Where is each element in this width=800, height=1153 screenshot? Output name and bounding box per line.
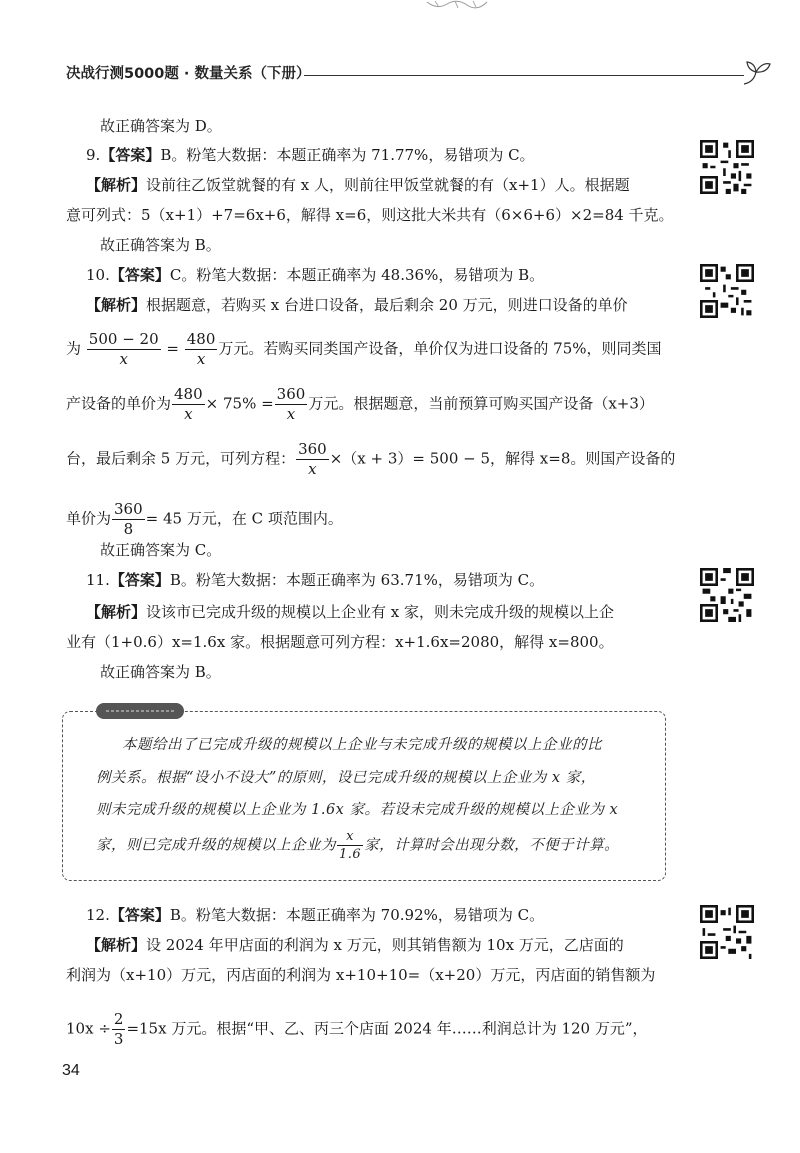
- text: 10x ÷: [66, 1019, 111, 1038]
- header-rule: [304, 75, 744, 76]
- header-title: 决战行测5000题 · 数量关系（下册）: [66, 66, 311, 82]
- q12-answer-text: B。粉笔大数据：本题正确率为 70.92%，易错项为 C。: [169, 906, 545, 924]
- q10-analysis-1: [86, 295, 628, 315]
- q10-conclusion: 故正确答案为 C。: [100, 541, 222, 559]
- q9-analysis-text: 设前往乙饭堂就餐的有 x 人，则前往甲饭堂就餐的有（x+1）人。根据题: [146, 176, 630, 194]
- q11-answer: [86, 570, 544, 590]
- q9-answer-tag: 【答案】: [100, 146, 161, 164]
- answer-line-prev: 故正确答案为 D。: [100, 117, 222, 135]
- q12-answer-tag: 【答案】: [109, 906, 170, 924]
- text: 家，则已完成升级的规模以上企业为: [96, 837, 336, 854]
- fraction-numerator: 480: [174, 385, 203, 403]
- q12-analysis-2: 利润为（x+10）万元，丙店面的利润为 x+10+10=（x+20）万元，丙店面的销售额为: [66, 966, 656, 984]
- q11-answer-tag: 【答案】: [109, 571, 170, 589]
- q10-analysis-3: [66, 385, 654, 424]
- q11-analysis-tag: 【解析】: [86, 603, 147, 621]
- fraction: [112, 1010, 126, 1049]
- fraction-denominator: 3: [113, 1030, 124, 1048]
- q11-analysis-text: 设该市已完成升级的规模以上企业有 x 家，则未完成升级的规模以上企: [146, 603, 615, 621]
- q10-answer-tag: 【答案】: [109, 266, 170, 284]
- page-header: [66, 58, 766, 88]
- q11-answer-text: B。粉笔大数据：本题正确率为 63.71%，易错项为 C。: [169, 571, 545, 589]
- fraction-denominator: x: [184, 405, 193, 423]
- leaf-icon: [742, 58, 772, 86]
- note-line-4: [96, 828, 619, 863]
- text: 万元。根据题意，当前预算可购买国产设备（x+3）: [308, 394, 654, 413]
- q9-number: 9.: [86, 146, 101, 164]
- note-line-3: 则未完成升级的规模以上企业为 1.6x 家。若设未完成升级的规模以上企业为 x: [96, 802, 619, 818]
- fraction-numerator: 480: [186, 330, 216, 348]
- q9-answer-text: B。粉笔大数据：本题正确率为 71.77%，易错项为 C。: [160, 146, 535, 164]
- q12-analysis-text: 设 2024 年甲店面的利润为 x 万元，则其销售额为 10x 万元，乙店面的: [146, 936, 624, 954]
- fraction-denominator: 1.6: [339, 847, 362, 862]
- q10-number: 10.: [86, 266, 110, 284]
- text: × 75% =: [205, 394, 274, 413]
- q10-analysis-tag: 【解析】: [86, 296, 147, 314]
- fraction-numerator: 2: [113, 1010, 124, 1028]
- q12-analysis-1: [86, 935, 624, 955]
- fraction-numerator: 360: [276, 385, 306, 403]
- note-line-2: 例关系。根据“设小不设大”的原则，设已完成升级的规模以上企业为 x 家，: [96, 770, 596, 786]
- text: 单价为: [66, 509, 112, 528]
- qr-code-icon[interactable]: [700, 568, 754, 622]
- text: 台，最后剩余 5 万元，可列方程：: [66, 449, 296, 468]
- fraction-denominator: 8: [123, 520, 134, 538]
- q12-analysis-tag: 【解析】: [86, 936, 147, 954]
- qr-code-icon[interactable]: [700, 264, 754, 318]
- text: = 45 万元，在 C 项范围内。: [145, 509, 343, 528]
- fraction-numerator: 500 − 20: [88, 330, 159, 348]
- text: ×（x + 3）= 500 − 5，解得 x=8。则国产设备的: [329, 449, 676, 468]
- q10-answer-text: C。粉笔大数据：本题正确率为 48.36%，易错项为 B。: [169, 266, 545, 284]
- q12-number: 12.: [86, 906, 110, 924]
- q12-answer: [86, 905, 544, 925]
- qr-code-icon[interactable]: [700, 140, 754, 194]
- text: =: [166, 339, 179, 358]
- q10-analysis-text: 根据题意，若购买 x 台进口设备，最后剩余 20 万元，则进口设备的单价: [146, 296, 628, 314]
- q11-analysis-1: [86, 602, 614, 622]
- q11-number: 11.: [86, 571, 110, 589]
- q11-conclusion: 故正确答案为 B。: [100, 663, 221, 681]
- q9-conclusion: 故正确答案为 B。: [100, 236, 221, 254]
- text: 家，计算时会出现分数，不便于计算。: [364, 837, 620, 854]
- q9-analysis-tag: 【解析】: [86, 176, 147, 194]
- fraction-denominator: x: [196, 350, 206, 368]
- text: 为: [66, 339, 82, 358]
- text: =15x 万元。根据“甲、乙、丙三个店面 2024 年……利润总计为 120 万元”，: [126, 1019, 648, 1038]
- fraction-denominator: x: [286, 405, 296, 423]
- q10-answer: [86, 265, 544, 285]
- q10-analysis-4: [66, 440, 675, 479]
- note-tag-icon: [94, 700, 186, 722]
- fraction: [87, 330, 161, 369]
- fraction-numerator: 360: [298, 440, 327, 458]
- text: 万元。若购买同类国产设备，单价仅为进口设备的 75%，则同类国: [218, 339, 662, 358]
- fraction: [185, 330, 218, 369]
- q11-analysis-2: 业有（1+0.6）x=1.6x 家。根据题意可列方程：x+1.6x=2080，解得 x=800。: [66, 633, 614, 651]
- q9-answer: [86, 145, 535, 165]
- note-line-1: 本题给出了已完成升级的规模以上企业与未完成升级的规模以上企业的比: [122, 737, 602, 753]
- fraction: [296, 440, 329, 479]
- q9-analysis-2: 意可列式：5（x+1）+7=6x+6，解得 x=6，则这批大米共有（6×6+6）×2=84 千克。: [66, 206, 674, 224]
- fraction-denominator: x: [308, 460, 317, 478]
- page-number: 34: [62, 1062, 80, 1079]
- fraction: [275, 385, 308, 424]
- top-decoration: [425, 0, 490, 12]
- fraction: [172, 385, 205, 424]
- qr-code-icon[interactable]: [700, 905, 754, 959]
- fraction: [112, 500, 145, 539]
- fraction-numerator: x: [337, 828, 363, 846]
- fraction: [337, 828, 363, 863]
- q9-analysis-1: [86, 175, 630, 195]
- q10-analysis-5: [66, 500, 343, 539]
- text: 产设备的单价为: [66, 394, 172, 413]
- fraction-denominator: x: [119, 350, 128, 368]
- q10-analysis-2: [66, 330, 662, 369]
- q12-analysis-3: [66, 1010, 648, 1049]
- fraction-numerator: 360: [114, 500, 143, 518]
